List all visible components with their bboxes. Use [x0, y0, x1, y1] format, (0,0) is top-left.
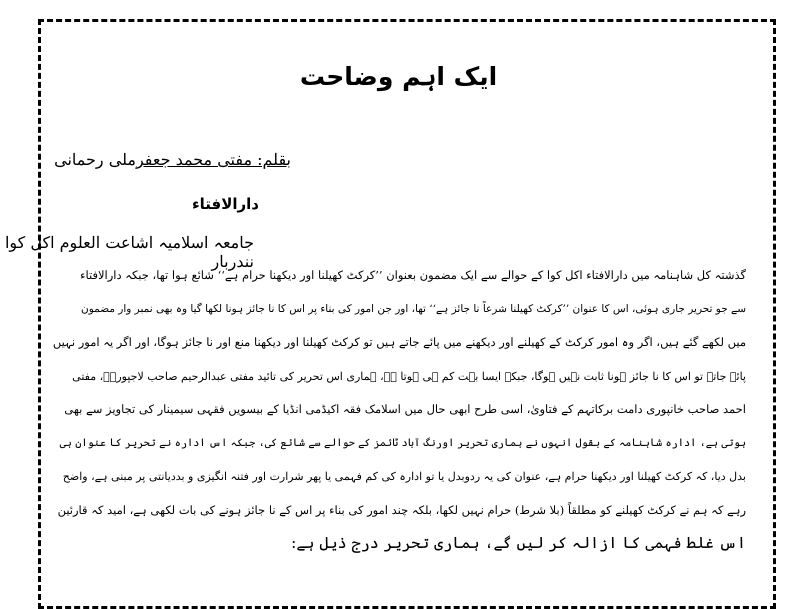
body-line: رہے کہ ہم نے کرکٹ کھیلنے کو مطلقاً (بلا شرط) حرام نہیں لکھا، بلکہ چند امور کی بناء پر اس کے نا جائز ہونے کی بات لکھی ہے، امید کہ قارئین — [57, 502, 746, 517]
body-line: بدل دیا، کہ کرکٹ کھیلنا اور دیکھنا حرام ہے، عنوان کی یہ ردوبدل یا تو ادارہ کی کم فہمی یا پھر شرارت اور فتنہ انگیزی و بددیانتی پر مبنی ہے، واضح — [62, 470, 746, 483]
body-line: پائے جاتے تو اس کا نا جائز ہونا ثابت نہیں ہوگا، جبکہ ایسا بہت کم ہی ہوتا ہے، ہماری اس تحریر کی تائید مفتی عبدالرحیم صاحب لاجپوریؒ، مفتی — [72, 369, 746, 383]
body-paragraph — [52, 259, 746, 561]
department-name: دارالافتاء — [191, 195, 259, 213]
body-line: گذشتہ کل شاہنامہ میں دارالافتاء اکل کوا کے حوالے سے ایک مضمون بعنوان ’’کرکٹ کھیلنا اور دیکھنا حرام ہے‘‘ شائع ہوا تھا، جبکہ دارالافتاء — [80, 268, 746, 282]
byline-label: بقلم: مفتی محمد جعفر — [135, 150, 291, 169]
body-line: ہوتی ہے، ادارہ شاہنامہ کے بقول انہوں نے ہماری تحریر اورنگ آباد ٹائمز کے حوالے سے شائع کی، جبکہ اس ادارہ نے تحریر کا عنوان ہی — [59, 436, 746, 449]
body-line: احمد صاحب خانپوری دامت برکاتہم کے فتاویٰ، اسی طرح ابھی حال میں اسلامک فقہ اکیڈمی انڈیا کے بیسویں فقہی سیمینار کی تجاویز سے بھی — [64, 402, 746, 416]
body-line: میں لکھے گئے ہیں، اگر وہ امور کرکٹ کے کھیلنے اور دیکھنے میں پائے جاتے ہیں تو کرکٹ کھیلنا اور دیکھنا منع اور نا جائز ہوگا، اور اگر یہ امور نہیں — [52, 335, 746, 349]
body-line: اس غلط فہمی کا ازالہ کر لیں گے، ہماری تحریر درج ذیل ہے: — [291, 534, 746, 552]
document-title: ایک اہم وضاحت — [299, 62, 498, 91]
institution-name: جامعہ اسلامیہ اشاعت العلوم اکل کوا نندربار — [4, 233, 254, 271]
byline-name: ملی رحمانی — [54, 150, 136, 169]
author-byline — [54, 150, 291, 169]
body-line: سے جو تحریر جاری ہوئی، اس کا عنوان ’’کرکٹ کھیلنا شرعاً نا جائز ہے‘‘ تھا، اور جن امور کی بناء پر اس کا نا جائز ہونا لکھا گیا وہ بھی نمبر وار مضمون — [81, 302, 746, 315]
